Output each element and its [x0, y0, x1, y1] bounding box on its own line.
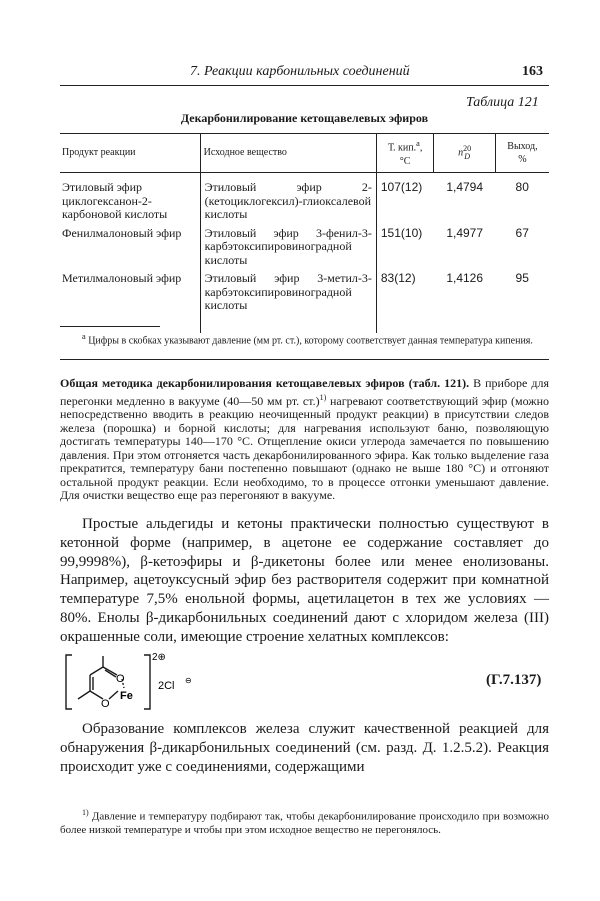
equation-number: (Г.7.137): [486, 672, 542, 688]
complex-charge: 2⊕: [152, 652, 166, 663]
col-header-nd-symbol: n: [458, 147, 464, 159]
col-header-nd: [434, 134, 496, 173]
cell-bp: 107(12): [376, 173, 434, 227]
cell-product: Метилмалоновый эфир: [62, 271, 182, 285]
cell-starting: Этиловый эфир 3-метил-3-карбэтоксипировиноградной кислоты: [200, 272, 376, 333]
col-header-nd-sup: 20: [463, 144, 472, 153]
cell-bp: 151(10): [376, 227, 434, 273]
method-text-rest: нагревают соответствующий эфир (можно непосредственно вводить в реакцию неочищенный продукт реакции) в присутствии следов железа (порошка) и борной кислоты; для нагревания используют баню, позволяющую достигать температуры 140—170 °С. Отщепление окиси углерода замечается по повышению давления. При этом отгоняется часть декарбонилированного эфира. Как только выделение газа прекратится, температуру бани постепенно повышают (однако не выше 180 °С) и отгоняют остальной продукт реакции. Если необходимо, то в процессе отгонки уменьшают давление. Для очистки вещество еще раз перегоняют в вакууме.: [60, 393, 549, 503]
table-footnote-text: Цифры в скобках указывают давление (мм рт. ст.), которому соответствует данная температура кипения.: [88, 335, 533, 347]
table-title: Декарбонилирование кетощавелевых эфиров: [180, 111, 429, 125]
page-number: 163: [522, 64, 543, 79]
cell-starting: Этиловый эфир 2-(кетоциклогексил)-глиоксалевой кислоты: [200, 173, 376, 227]
table-footnote-rule: [60, 326, 160, 327]
right-bracket: [144, 655, 150, 709]
col-header-yield-unit: %: [518, 154, 527, 165]
table-row: [60, 173, 549, 227]
page-footnote: [60, 806, 549, 838]
page-footnote-mark: 1): [82, 808, 89, 817]
col-header-bp-mark: а: [416, 139, 420, 149]
col-header-yield-label: Выход,: [507, 140, 538, 152]
cell-yield: 80: [515, 180, 529, 194]
method-text-start: В приборе для перегонки медленно в вакууме (40—50 мм рт. ст.): [60, 376, 549, 408]
cell-product: Фенилмалоновый эфир: [62, 225, 182, 240]
left-bracket: [66, 655, 72, 709]
col-header-nd-sub: D: [464, 152, 471, 161]
table-row: [60, 272, 549, 333]
method-heading: Общая методика декарбонилирования кетощавелевых эфиров (табл. 121).: [60, 376, 470, 390]
chelate-structure: [60, 647, 200, 717]
data-table: [60, 133, 549, 333]
atom-o-bottom: O: [101, 698, 110, 710]
atom-fe: Fe: [120, 690, 133, 702]
cell-nd: 1,4794: [446, 180, 484, 194]
cell-yield: 67: [515, 225, 529, 240]
cell-nd: 1,4126: [446, 271, 484, 285]
method-footnote-ref: 1): [319, 392, 327, 402]
table-bottom-rule: [60, 359, 549, 360]
body-paragraph-1: Простые альдегиды и кетоны практически полностью существуют в кетонной форме (например, в ацетоне ее содержание составляет до 99,9998%), β-кетоэфиры и β-дикетоны более или менее енолизованы. Например, ацетоуксусный эфир без растворителя содержит при комнатной температуре 7,5% енольной формы, ацетилацетон в тех же условиях — 80%. Енолы β-дикарбонильных соединений дают с хлоридом железа (III) окрашенные соли, имеющие строение хелатных комплексов:: [60, 516, 549, 645]
atom-o-top: O: [116, 673, 125, 685]
counter-ion-charge: ⊖: [185, 676, 192, 685]
running-title: 7. Реакции карбонильных соединений: [190, 64, 410, 79]
col-header-bp-unit: °С: [399, 156, 411, 168]
page-footnote-text: Давление и температуру подбирают так, чтобы декарбонилирование происходило при возможно более низкой температуре и чтобы при этом исходное вещество не перегонялось.: [60, 810, 550, 837]
counter-ion: 2Cl: [158, 680, 175, 692]
table-footnote-mark: а: [82, 332, 86, 341]
col-header-yield: [495, 134, 549, 173]
table-row: [60, 227, 549, 273]
col-header-starting: Исходное вещество: [200, 134, 376, 173]
col-header-bp: Т. кип.$^а$, °С: [376, 134, 434, 173]
method-paragraph: [60, 377, 549, 503]
cell-starting: Этиловый эфир 3-фенил-3-карбэтоксипировиноградной кислоты: [200, 227, 376, 273]
col-header-bp-label: Т. кип.: [387, 142, 417, 154]
table-header-row: [60, 134, 549, 173]
cell-nd: 1,4977: [446, 225, 484, 240]
cell-product: Этиловый эфир циклогексанон-2-карбоновой кислоты: [62, 180, 168, 221]
cell-bp: 83(12): [376, 272, 434, 333]
col-header-product: Продукт реакции: [60, 134, 200, 173]
cell-yield: 95: [515, 271, 529, 285]
table-label: Таблица 121: [466, 95, 539, 110]
table-footnote: [60, 331, 549, 347]
bond-o-fe: [109, 691, 118, 699]
body-paragraph-2: Образование комплексов железа служит качественной реакцией для обнаружения β-дикарбонильных соединений (см. разд. Д. 1.2.5.2). Реакция происходит уже с соединениями, содержащими: [60, 721, 549, 775]
header-rule: [60, 85, 549, 86]
